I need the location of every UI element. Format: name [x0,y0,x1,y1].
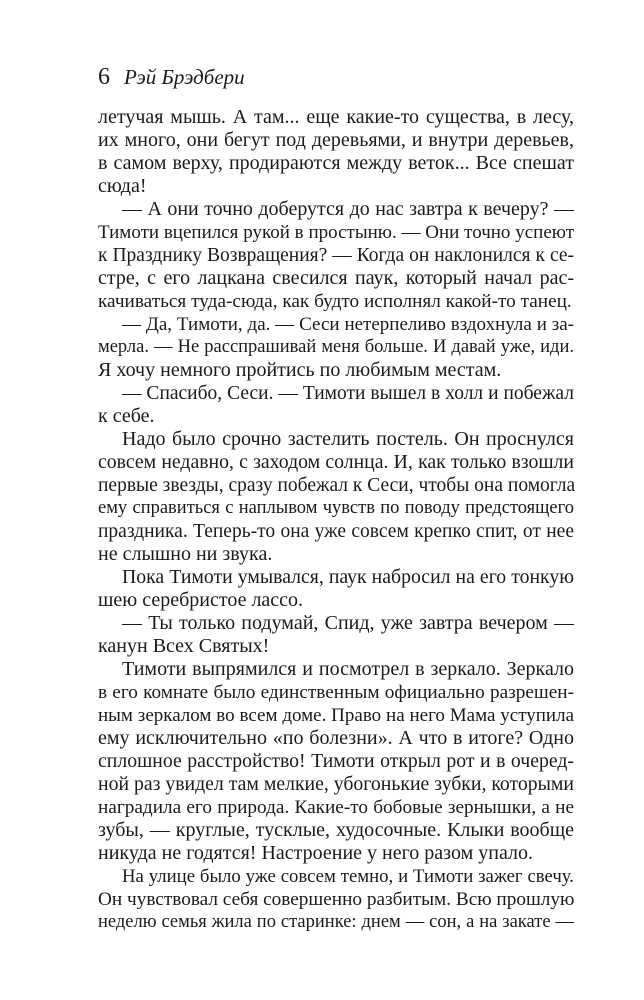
running-head-author: Рэй Брэдбери [124,65,245,89]
text-line: к себе. [98,405,155,427]
text-line: качиваться туда-сюда, как будто исполнял какой-то танец. [98,291,572,312]
text-line: — Ты только подумай, Спид, уже завтра вечером — [122,612,574,634]
text-line: ным зеркалом во всем доме. Право на него Мама уступила [98,705,574,726]
text-line: никуда не годятся! Настроение у него разом упало. [98,842,533,864]
text-line: На улице было уже совсем темно, и Тимоти зажег свечу. [122,866,574,887]
text-line: сплошное расстройство! Тимоти открыл рот и в очеред- [98,750,574,772]
text-line: ной раз увидел там мелкие, убогонькие зубки, которыми [98,773,574,795]
text-line: к Празднику Возвращения? — Когда он наклонился к се- [98,245,574,266]
text-line: Тимоти вцепился рукой в простыню. — Они точно успеют [98,222,574,243]
body-text [98,106,574,934]
text-line: зубы, — круглые, тусклые, худосочные. Клыки вообще [98,819,574,841]
text-line: — Да, Тимоти, да. — Сеси нетерпеливо вздохнула и за- [122,314,574,335]
text-line: неделю семья жила по старинке: днем — сон, а на закате — [98,912,574,932]
text-line: их много, они бегут под деревьями, и внутри деревьев, [98,129,574,151]
text-line: Он чувствовал себя совершенно разбитым. Всю прошлую [98,889,575,910]
text-line: — Спасибо, Сеси. — Тимоти вышел в холл и побежал [122,383,574,404]
text-line: не слышно ни звука. [98,543,273,565]
text-line: мерла. — Не расспрашивай меня больше. И давай уже, иди. [98,337,574,357]
text-line: в самом верху, продираются между веток... Все спешат [98,152,574,174]
text-line: летучая мышь. А там... еще какие-то существа, в лесу, [98,106,574,128]
text-line: наградила его природа. Какие-то бобовые зернышки, а не [98,797,574,818]
text-line: совсем недавно, с заходом солнца. И, как только взошли [98,451,574,473]
text-line: сюда! [98,175,147,197]
text-line: первые звезды, сразу побежал к Сеси, чтобы она помогла [98,475,576,496]
text-line: ему исключительно «по болезни». А что в итоге? Одно [98,727,574,749]
text-line: Пока Тимоти умывался, паук набросил на его тонкую [122,566,574,588]
text-line: в его комнате было единственным официально разрешен- [98,682,574,703]
text-line: канун Всех Святых! [98,635,270,657]
text-line: праздника. Теперь-то она уже совсем крепко спит, от нее [98,521,574,542]
text-line: Я хочу немного пройтись по любимым местам. [98,359,502,381]
running-head [98,62,245,92]
page-number: 6 [98,64,110,90]
text-line: Тимоти выпрямился и посмотрел в зеркало. Зеркало [122,658,574,680]
text-line: шею серебристое лассо. [98,589,304,611]
text-line: стре, с его лацкана свесился паук, который начал рас- [98,267,574,289]
text-line: — А они точно доберутся до нас завтра к вечеру? — [122,198,574,220]
text-line: Надо было срочно застелить постель. Он проснулся [122,428,574,450]
text-line: ему справиться с наплывом чувств по поводу предстоящего [98,498,574,518]
